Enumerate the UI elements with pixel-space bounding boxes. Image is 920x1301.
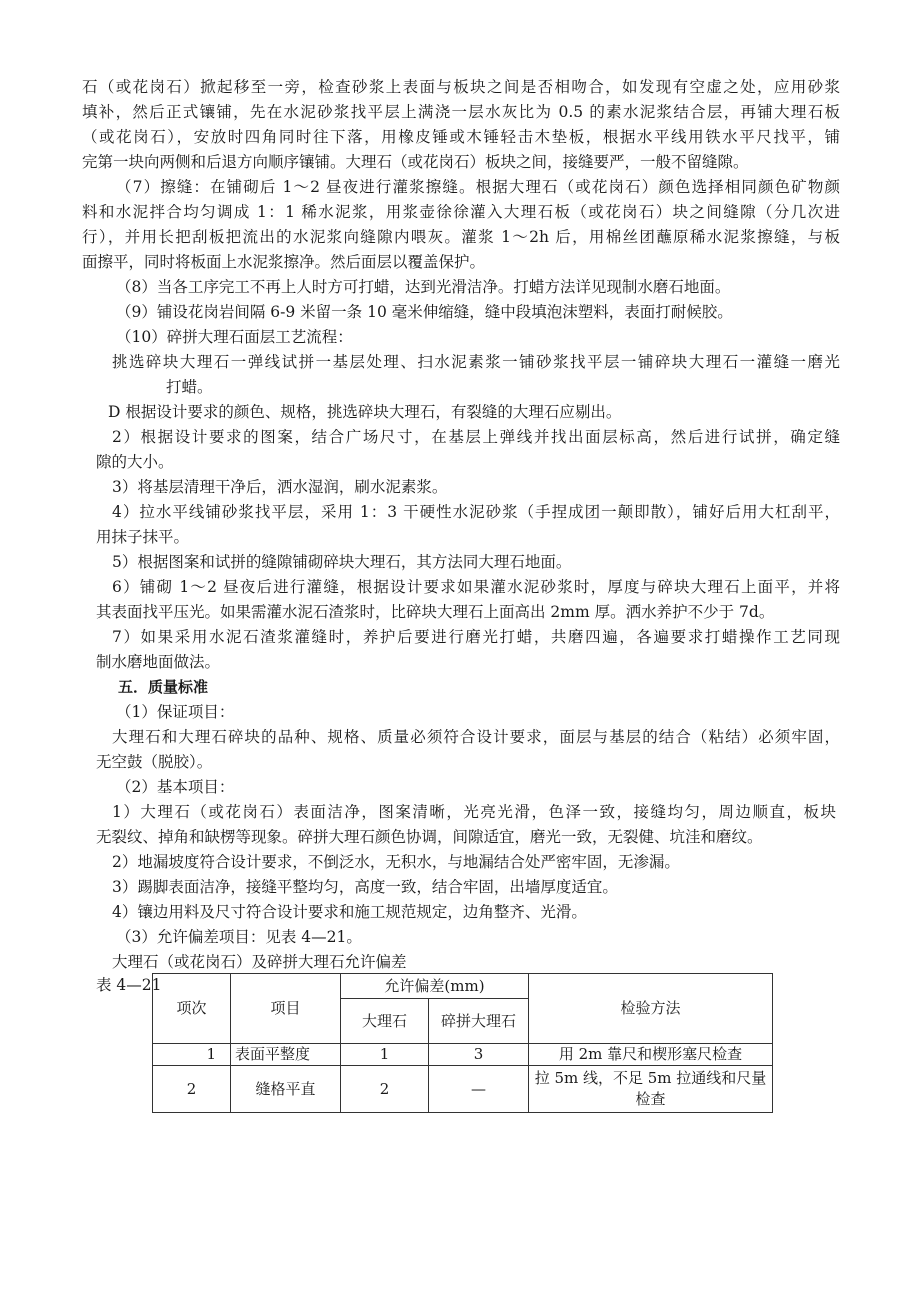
text-line: 3）踢脚表面洁净，接缝平整均匀，高度一致，结合牢固，出墙厚度适宜。 — [112, 878, 618, 896]
text-line: 料和水泥拌合均匀调成 1：1 稀水泥浆，用浆壶徐徐灌入大理石板（或花岗石）块之间缝隙（分几次进 — [82, 203, 840, 221]
text-line: 石（或花岗石）掀起移至一旁，检查砂浆上表面与板块之间是否相吻合，如发现有空虚之处，应用砂浆 — [82, 78, 840, 96]
text-line: 制水磨地面做法。 — [96, 653, 221, 671]
table-cell: 3 — [429, 1044, 529, 1066]
text-line: 3）将基层清理干净后，洒水湿润，刷水泥素浆。 — [112, 478, 448, 496]
text-line: （3）允许偏差项目：见表 4—21。 — [116, 928, 362, 946]
text-line: 2）根据设计要求的图案，结合广场尺寸，在基层上弹线并找出面层标高，然后进行试拼，确定缝 — [112, 428, 840, 446]
header-cell: 大理石 — [341, 999, 429, 1044]
text-line: 5）根据图案和试拼的缝隙铺砌碎块大理石，其方法同大理石地面。 — [112, 553, 572, 571]
text-line: （8）当各工序完工不再上人时方可打蜡，达到光滑洁净。打蜡方法详见现制水磨石地面。 — [116, 278, 731, 296]
header-cell: 碎拼大理石 — [429, 999, 529, 1044]
text-line: 7）如果采用水泥石渣浆灌缝时，养护后要进行磨光打蜡，共磨四遍，各遍要求打蜡操作工艺同现 — [112, 628, 840, 646]
header-cell: 项目 — [231, 974, 341, 1044]
text-line: 无裂纹、掉角和缺楞等现象。碎拼大理石颜色协调，间隙适宜，磨光一致，无裂健、坑洼和磨纹。 — [96, 828, 763, 846]
table-cell: 2 — [341, 1066, 429, 1113]
text-line: 打蜡。 — [166, 378, 213, 396]
text-line: （7）擦缝：在铺砌后 1～2 昼夜进行灌浆擦缝。根据大理石（或花岗石）颜色选择相同颜色矿物颜 — [116, 178, 840, 196]
deviation-table — [152, 973, 773, 1113]
table-cell: 1 — [153, 1044, 231, 1066]
text-line: 用抹子抹平。 — [96, 528, 190, 546]
text-line: 面擦平，同时将板面上水泥浆擦净。然后面层以覆盖保护。 — [82, 253, 486, 271]
header-cell: 检验方法 — [529, 974, 773, 1044]
table-row — [153, 1044, 773, 1066]
text-line: 大理石和大理石碎块的品种、规格、质量必须符合设计要求，面层与基层的结合（粘结）必须牢固， — [112, 728, 840, 746]
table-cell: 1 — [341, 1044, 429, 1066]
text-line: 4）镶边用料及尺寸符合设计要求和施工规范规定，边角整齐、光滑。 — [112, 903, 587, 921]
table-cell: 表面平整度 — [231, 1044, 341, 1066]
text-line: 完第一块向两侧和后退方向顺序镶铺。大理石（或花岗石）板块之间，接缝要严，一般不留缝隙。 — [82, 153, 749, 171]
text-line: 隙的大小。 — [96, 453, 174, 471]
text-line: （10）碎拼大理石面层工艺流程： — [116, 328, 353, 346]
table-cell: 2 — [153, 1066, 231, 1113]
text-line: 无空鼓（脱胶）。 — [96, 753, 213, 771]
text-line: D 根据设计要求的颜色、规格，挑选碎块大理石，有裂缝的大理石应剔出。 — [108, 403, 622, 421]
text-line: 其表面找平压光。如果需灌水泥石渣浆时，比碎块大理石上面高出 2mm 厚。洒水养护不少于 7d。 — [96, 603, 775, 621]
text-line: （9）铺设花岗岩间隔 6-9 米留一条 10 毫米伸缩缝，缝中段填泡沫塑料，表面打耐候胶。 — [116, 303, 733, 321]
header-cell: 项次 — [153, 974, 231, 1044]
table-cell: 用 2m 靠尺和楔形塞尺检查 — [529, 1044, 773, 1066]
text-line: 4）拉水平线铺砂浆找平层，采用 1：3 干硬性水泥砂浆（手捏成团一颠即散），铺好后用大杠刮平， — [112, 503, 840, 521]
text-line: 行），并用长把刮板把流出的水泥浆向缝隙内喂灰。灌浆 1～2h 后，用棉丝团蘸原稀水泥浆擦缝，与板 — [82, 228, 840, 246]
text-line: 挑选碎块大理石一弹线试拼一基层处理、扫水泥素浆一铺砂浆找平层一铺碎块大理石一灌缝一磨光 — [112, 353, 840, 371]
table-cell: 拉 5m 线，不足 5m 拉通线和尺量检查 — [529, 1066, 773, 1113]
text-line: 2）地漏坡度符合设计要求，不倒泛水，无积水，与地漏结合处严密牢固，无渗漏。 — [112, 853, 680, 871]
table-cell: 缝格平直 — [231, 1066, 341, 1113]
text-line: （2）基本项目： — [116, 778, 235, 796]
text-line: 填补，然后正式镶铺，先在水泥砂浆找平层上满浇一层水灰比为 0.5 的素水泥浆结合层，再铺大理石板 — [82, 103, 840, 121]
text-line: （或花岗石），安放时四角同时往下落，用橡皮锤或木锤轻击木垫板，根据水平线用铁水平尺找平，铺 — [82, 128, 840, 146]
table-row — [153, 1066, 773, 1113]
text-line: 1）大理石（或花岗石）表面洁净，图案清晰，光亮光滑，色泽一致，接缝均匀，周边顺直，板块 — [112, 803, 836, 821]
header-cell: 允许偏差(mm) — [341, 974, 529, 999]
table-cell: — — [429, 1066, 529, 1113]
section-heading: 五．质量标准 — [118, 678, 209, 696]
table-number: 表 4—21 — [96, 976, 162, 994]
text-line: 6）铺砌 1～2 昼夜后进行灌缝，根据设计要求如果灌水泥砂浆时，厚度与碎块大理石上面平，并将 — [112, 578, 840, 596]
table-caption: 大理石（或花岗石）及碎拼大理石允许偏差 — [112, 953, 407, 971]
text-line: （1）保证项目： — [116, 703, 235, 721]
